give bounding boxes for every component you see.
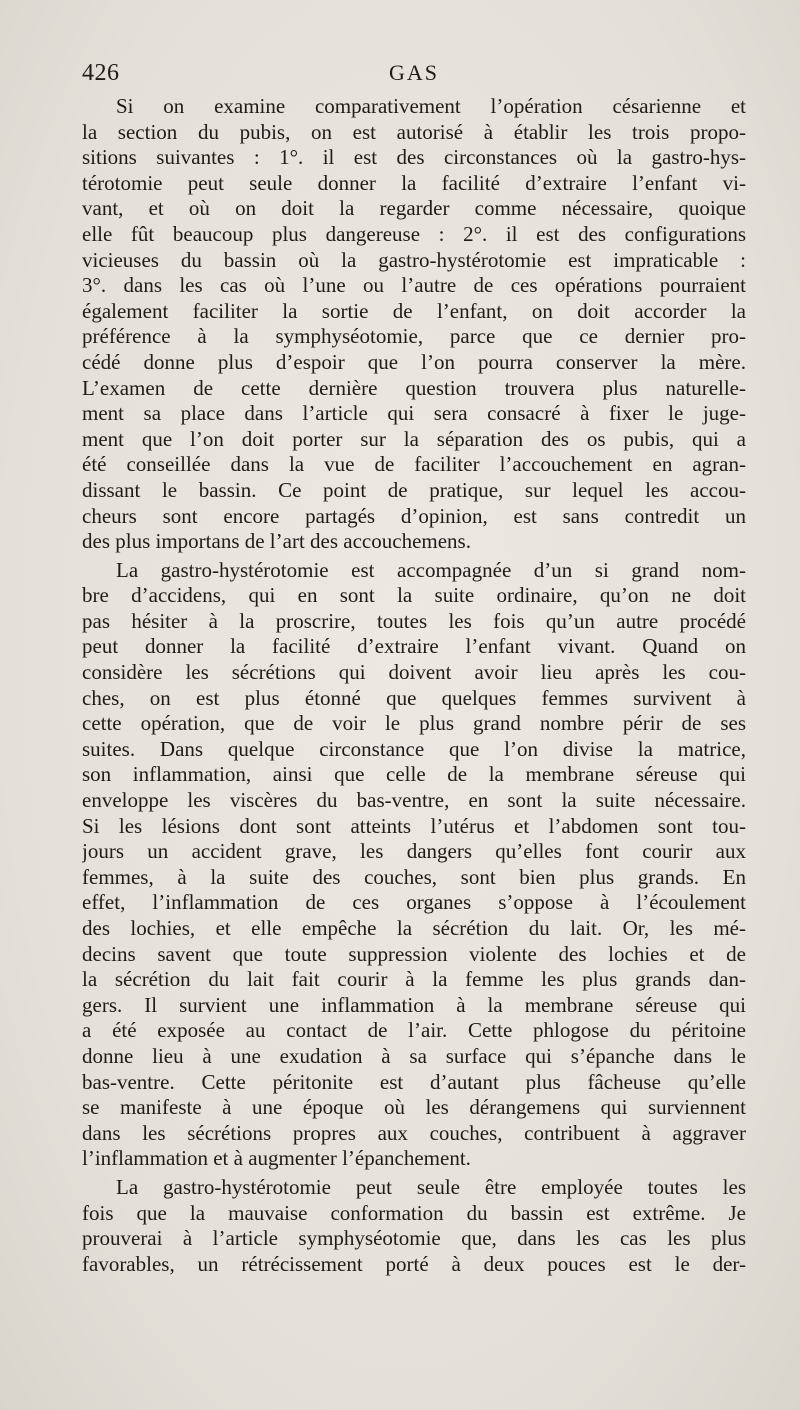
text-line: été conseillée dans la vue de faciliter l’accouchement en agran- — [82, 452, 746, 477]
text-line: vant, et où on doit la regarder comme nécessaire, quoique — [82, 196, 746, 221]
text-line: préférence à la symphyséotomie, parce que ce dernier pro- — [82, 324, 746, 349]
text-line: peut donner la facilité d’extraire l’enfant vivant. Quand on — [82, 634, 746, 659]
text-line: gers. Il survient une inflammation à la membrane séreuse qui — [82, 992, 746, 1017]
text-line: térotomie peut seule donner la facilité d’extraire l’enfant vi- — [82, 170, 746, 195]
text-line: considère les sécrétions qui doivent avoir lieu après les cou- — [82, 660, 746, 685]
paragraph-1 — [82, 94, 746, 555]
text-line: ment que l’on doit porter sur la séparation des os pubis, qui a — [82, 426, 746, 451]
text-line: La gastro-hystérotomie peut seule être employée toutes les — [116, 1174, 746, 1199]
text-line: donne lieu à une exudation à sa surface qui s’épanche dans le — [82, 1043, 746, 1068]
text-line: l’inflammation et à augmenter l’épanchement. — [82, 1146, 471, 1171]
text-line: pas hésiter à la proscrire, toutes les fois qu’un autre procédé — [82, 608, 746, 633]
paragraph-3 — [82, 1175, 746, 1277]
text-line: sitions suivantes : 1°. il est des circonstances où la gastro-hys- — [82, 145, 746, 170]
text-line: effet, l’inflammation de ces organes s’oppose à l’écoulement — [82, 890, 746, 915]
text-line: vicieuses du bassin où la gastro-hystérotomie est impraticable : — [82, 247, 746, 272]
text-line: favorables, un rétrécissement porté à deux pouces est le der- — [82, 1251, 746, 1276]
text-line: se manifeste à une époque où les dérangemens qui surviennent — [82, 1095, 746, 1120]
text-line: jours un accident grave, les dangers qu’elles font courir aux — [82, 839, 746, 864]
text-line: bre d’accidens, qui en sont la suite ordinaire, qu’on ne doit — [82, 583, 746, 608]
text-line: cette opération, que de voir le plus grand nombre périr de ses — [82, 711, 746, 736]
text-line: la section du pubis, on est autorisé à établir les trois propo- — [82, 119, 746, 144]
text-line: La gastro-hystérotomie est accompagnée d’un si grand nom- — [116, 557, 746, 582]
paragraph-2 — [82, 558, 746, 1172]
text-line: femmes, à la suite des couches, sont bien plus grands. En — [82, 864, 746, 889]
text-line: également faciliter la sortie de l’enfant, on doit accorder la — [82, 298, 746, 323]
text-line: son inflammation, ainsi que celle de la membrane séreuse qui — [82, 762, 746, 787]
text-line: ment sa place dans l’article qui sera consacré à fixer le juge- — [82, 401, 746, 426]
body-text — [82, 94, 746, 1277]
text-line: Si on examine comparativement l’opération césarienne et — [116, 94, 746, 118]
running-head: GAS — [388, 60, 439, 85]
text-line: elle fût beaucoup plus dangereuse : 2°. il est des configurations — [82, 221, 746, 246]
page-header — [82, 60, 746, 90]
text-line: des lochies, et elle empêche la sécrétion du lait. Or, les mé- — [82, 916, 746, 940]
text-line: 3°. dans les cas où l’une ou l’autre de ces opérations pourraient — [82, 273, 746, 298]
text-line: cheurs sont encore partagés d’opinion, est sans contredit un — [82, 503, 746, 528]
page-number: 426 — [82, 60, 120, 86]
text-line: decins savent que toute suppression violente des lochies et de — [82, 941, 746, 966]
text-line: suites. Dans quelque circonstance que l’on divise la matrice, — [82, 736, 746, 761]
text-line: L’examen de cette dernière question trouvera plus naturelle- — [82, 375, 746, 400]
text-line: enveloppe les viscères du bas-ventre, en sont la suite nécessaire. — [82, 788, 746, 813]
text-line: cédé donne plus d’espoir que l’on pourra conserver la mère. — [82, 349, 746, 374]
text-line: des plus importans de l’art des accouchemens. — [82, 529, 471, 554]
text-line: dissant le bassin. Ce point de pratique, sur lequel les accou- — [82, 477, 746, 502]
text-line: a été exposée au contact de l’air. Cette phlogose du péritoine — [82, 1018, 746, 1043]
text-line: fois que la mauvaise conformation du bassin est extrême. Je — [82, 1200, 746, 1225]
text-line: prouverai à l’article symphyséotomie que, dans les cas les plus — [82, 1226, 746, 1251]
text-line: dans les sécrétions propres aux couches, contribuent à aggraver — [82, 1120, 746, 1145]
text-line: Si les lésions dont sont atteints l’utérus et l’abdomen sont tou- — [82, 813, 746, 838]
text-line: ches, on est plus étonné que quelques femmes survivent à — [82, 685, 746, 710]
text-line: la sécrétion du lait fait courir à la femme les plus grands dan- — [82, 967, 746, 992]
text-line: bas-ventre. Cette péritonite est d’autant plus fâcheuse qu’elle — [82, 1069, 746, 1094]
